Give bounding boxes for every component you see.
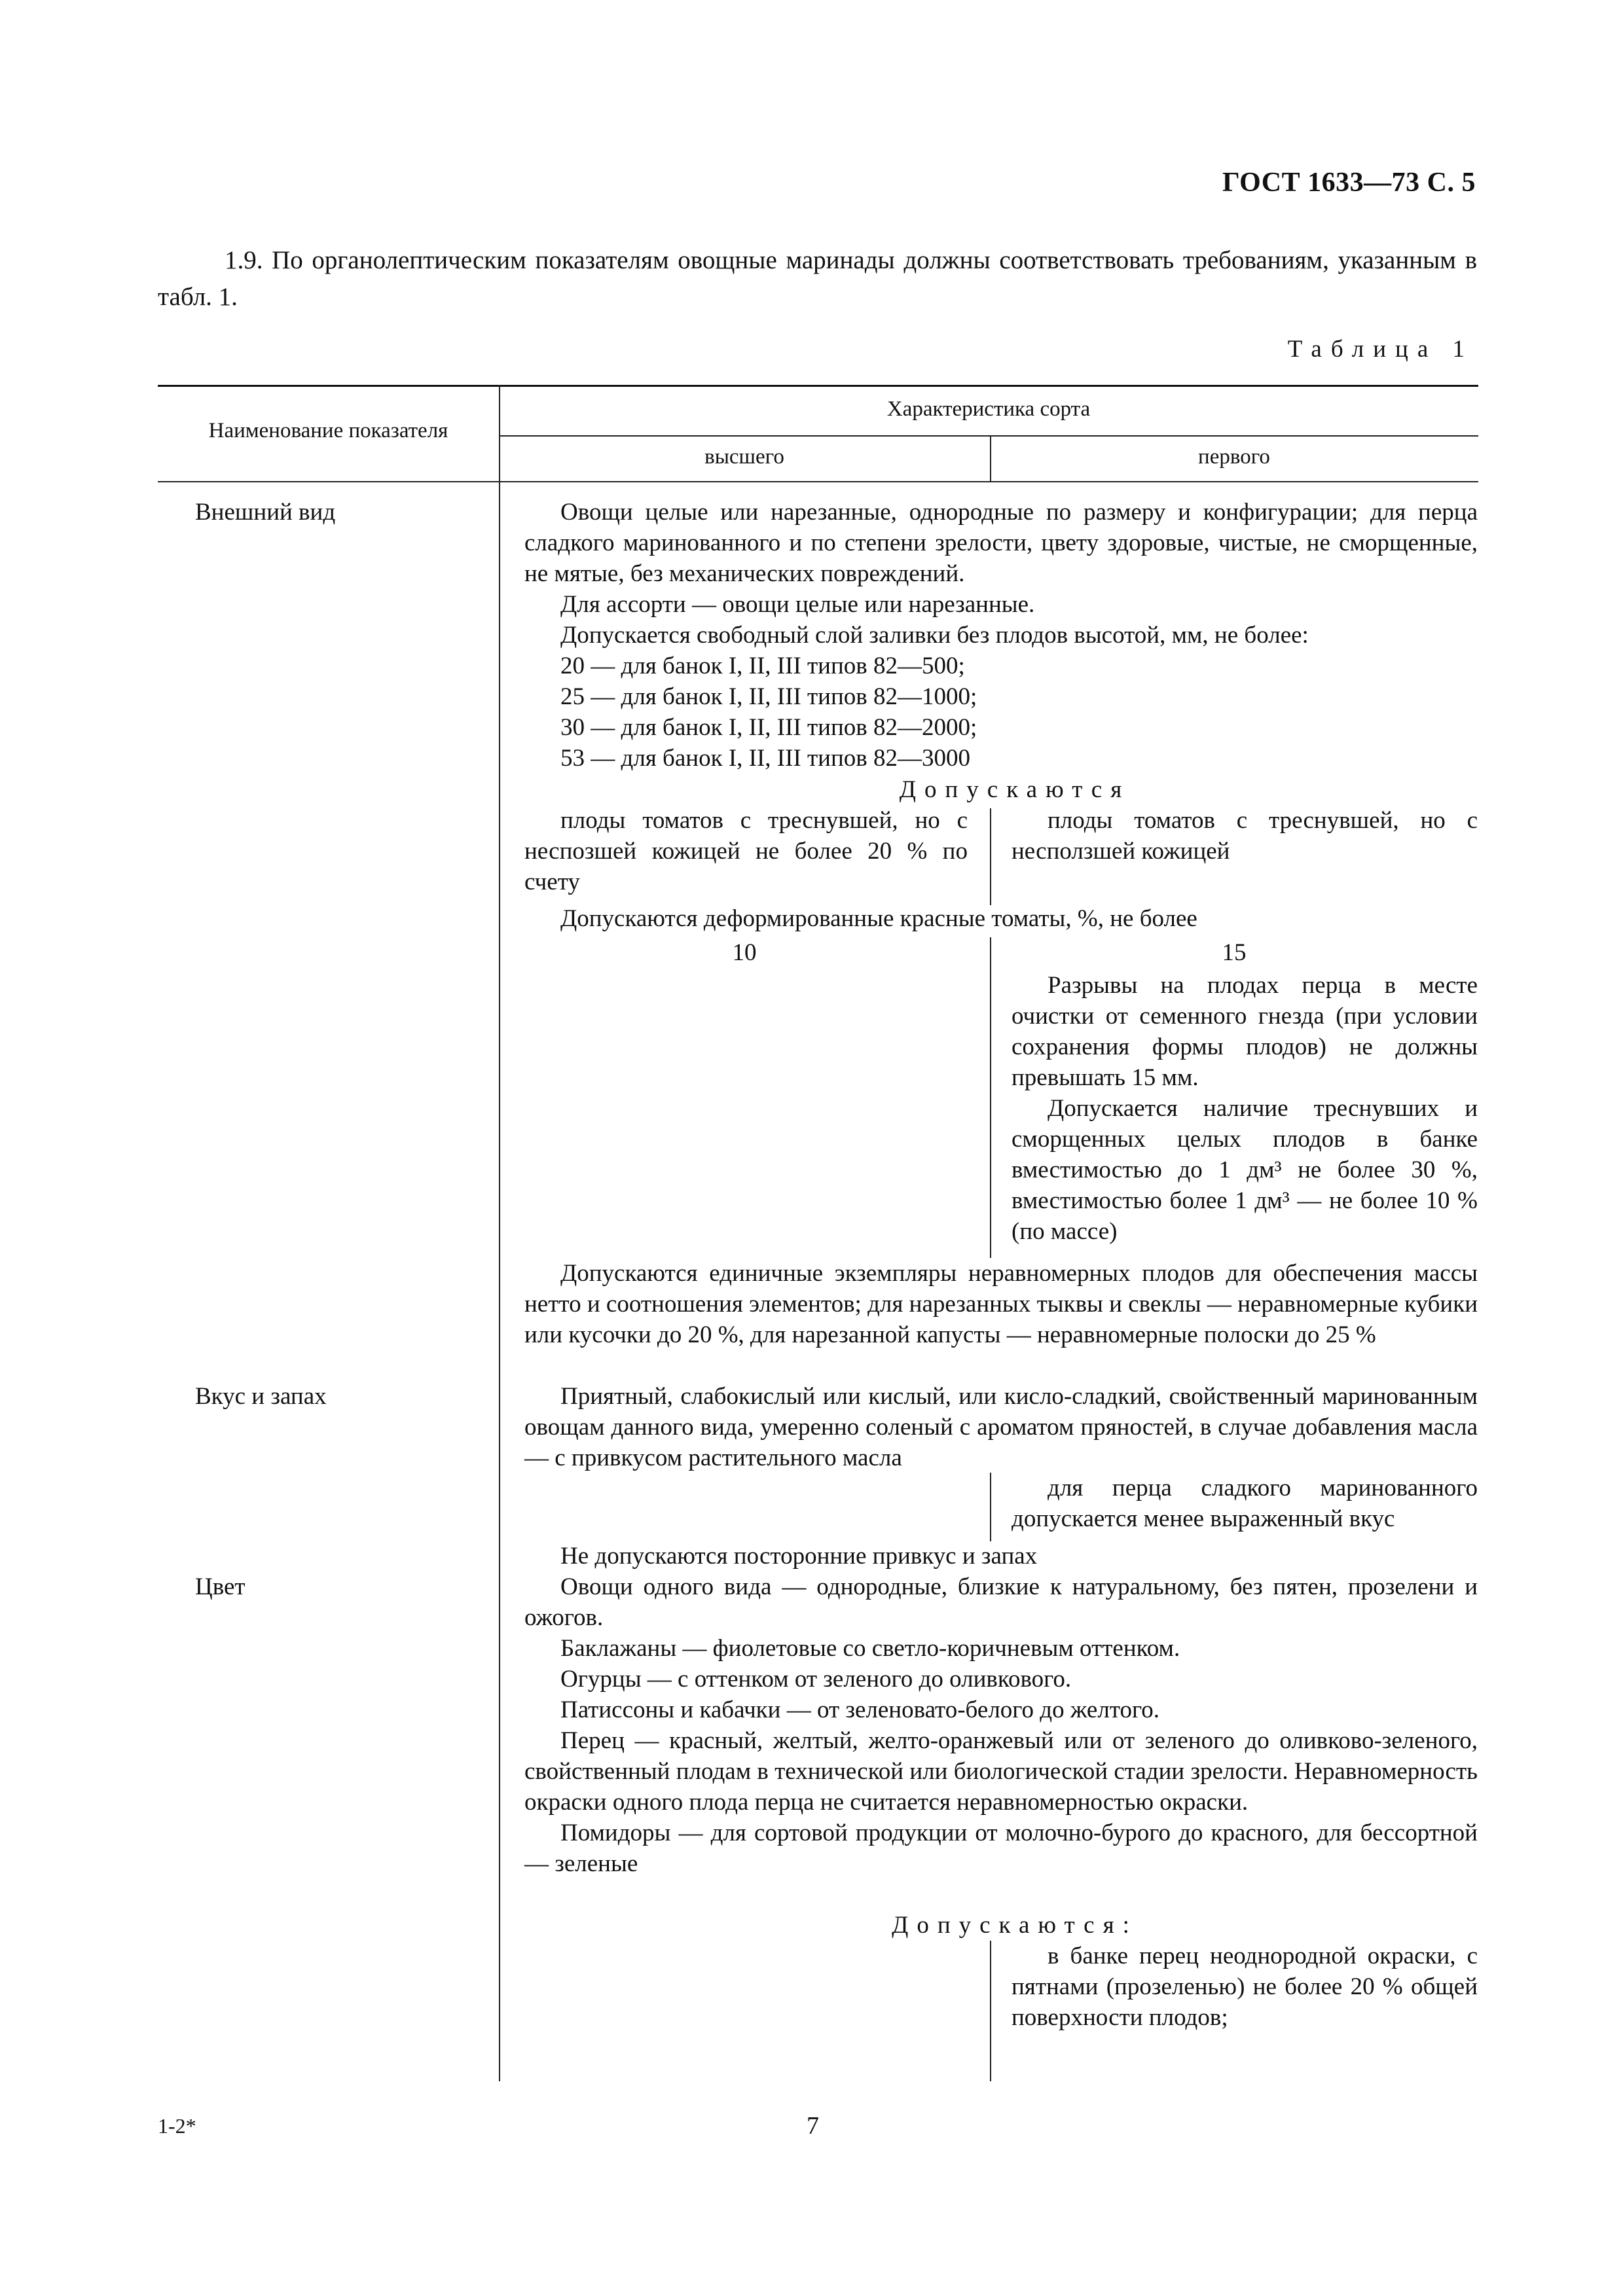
- color-first-pepper: в банке перец неоднородной окраски, с пятнами (прозеленью) не более 20 % общей поверхности плодов;: [1012, 1943, 1478, 2031]
- deformed-first-value: 15: [1222, 939, 1247, 966]
- fill-layer-item: 30 — для банок I, II, III типов 82—2000;: [560, 714, 977, 741]
- table-top-rule: [158, 385, 1478, 387]
- appearance-common-block: [524, 497, 1478, 774]
- taste-first-pepper: для перца сладкого маринованного допускается менее выраженный вкус: [1012, 1475, 1478, 1532]
- header-grade-group: Характеристика сорта: [886, 397, 1091, 421]
- fill-layer-item: 53 — для банок I, II, III типов 82—3000: [560, 745, 971, 772]
- intro-paragraph: 1.9. По органолептическим показателям овощные маринады должны соответствовать требованиям, указанным в табл. 1.: [158, 246, 1477, 311]
- appearance-general: Овощи целые или нарезанные, однородные по размеру и конфигурации; для перца сладкого маринованного и по степени зрелости, цвету здоровые, чистые, не сморщенные, не мятые, без механических повреждений.: [524, 499, 1478, 587]
- footer-sheet-mark: 1-2*: [158, 2114, 196, 2138]
- appearance-assorti: Для ассорти — овощи целые или нарезанные.: [560, 591, 1035, 618]
- color-pepper: Перец — красный, желтый, желто-оранжевый или от зеленого до оливково-зеленого, свойственный плодам в технической или биологической стадии зрелости. Неравномерность окраски одного плода перца не считается неравномерностью окраски.: [524, 1727, 1478, 1816]
- taste-common: Приятный, слабокислый или кислый, или кисло-сладкий, свойственный маринованным овощам данного вида, умеренно соленый с ароматом пряностей, в случае добавления масла — с привкусом растительного масла: [524, 1383, 1478, 1471]
- single-items-block: Допускаются единичные экземпляры неравномерных плодов для обеспечения массы нетто и соотношения элементов; для нарезанных тыквы и свеклы — неравномерные кубики или кусочки до 20 %, для нарезанной капусты — неравномерные полоски до 25 %: [524, 1260, 1478, 1348]
- color-general: Овощи одного вида — однородные, близкие к натуральному, без пятен, прозелени и ожогов.: [524, 1573, 1478, 1631]
- cracked-wrinkled: Допускается наличие треснувших и сморщенных целых плодов в банке вместимостью до 1 дм³ не более 30 %, вместимостью более 1 дм³ — не более 10 % (по массе): [1012, 1095, 1478, 1245]
- row-label-appearance: Внешний вид: [195, 499, 336, 526]
- color-allowed-heading: Допускаются:: [892, 1912, 1138, 1939]
- color-squash: Патиссоны и кабачки — от зеленовато-белого до желтого.: [560, 1696, 1160, 1723]
- deformed-tomatoes: Допускаются деформированные красные томаты, %, не более: [560, 905, 1197, 932]
- row-label-taste: Вкус и запах: [195, 1383, 327, 1410]
- column-divider-indicator: [499, 385, 500, 2081]
- color-tomato: Помидоры — для сортовой продукции от молочно-бурого до красного, для бессортной — зеленые: [524, 1820, 1478, 1877]
- color-eggplant: Баклажаны — фиолетовые со светло-коричневым оттенком.: [560, 1635, 1180, 1662]
- header-grade-high: высшего: [704, 445, 784, 469]
- page-number: 7: [807, 2112, 819, 2140]
- document-reference: ГОСТ 1633—73 С. 5: [1222, 168, 1476, 198]
- cracked-high: плоды томатов с треснувшей, но с неспозшей кожицей не более 20 % по счету: [524, 807, 968, 895]
- header-mid-rule: [499, 435, 1478, 437]
- taste-no-foreign: Не допускаются посторонние привкус и запах: [560, 1543, 1038, 1570]
- row-label-color: Цвет: [195, 1573, 246, 1600]
- table-caption: Таблица 1: [1287, 336, 1474, 363]
- deformed-high-value: 10: [732, 939, 757, 966]
- pepper-first-notes: [1012, 970, 1478, 1247]
- fill-layer-item: 25 — для банок I, II, III типов 82—1000;: [560, 683, 977, 710]
- appearance-fill-layer: Допускается свободный слой заливки без плодов высотой, мм, не более:: [560, 622, 1309, 649]
- split-divider: [990, 808, 991, 905]
- split-divider: [990, 1473, 991, 1541]
- color-common-block: [524, 1571, 1478, 1879]
- pepper-tears: Разрывы на плодах перца в месте очистки от семенного гнезда (при условии сохранения формы плодов) не должны превышать 15 мм.: [1012, 972, 1478, 1091]
- fill-layer-item: 20 — для банок I, II, III типов 82—500;: [560, 653, 965, 679]
- header-bottom-rule: [158, 481, 1478, 482]
- header-grade-first: первого: [1198, 445, 1270, 469]
- cracked-first: плоды томатов с треснувшей, но с несползшей кожицей: [1012, 807, 1478, 865]
- appearance-allowed-heading: Допускаются: [899, 776, 1131, 803]
- split-divider: [990, 937, 991, 1258]
- color-cucumber: Огурцы — с оттенком от зеленого до оливкового.: [560, 1666, 1072, 1693]
- split-divider: [990, 1941, 991, 2081]
- header-indicator: Наименование показателя: [208, 419, 448, 442]
